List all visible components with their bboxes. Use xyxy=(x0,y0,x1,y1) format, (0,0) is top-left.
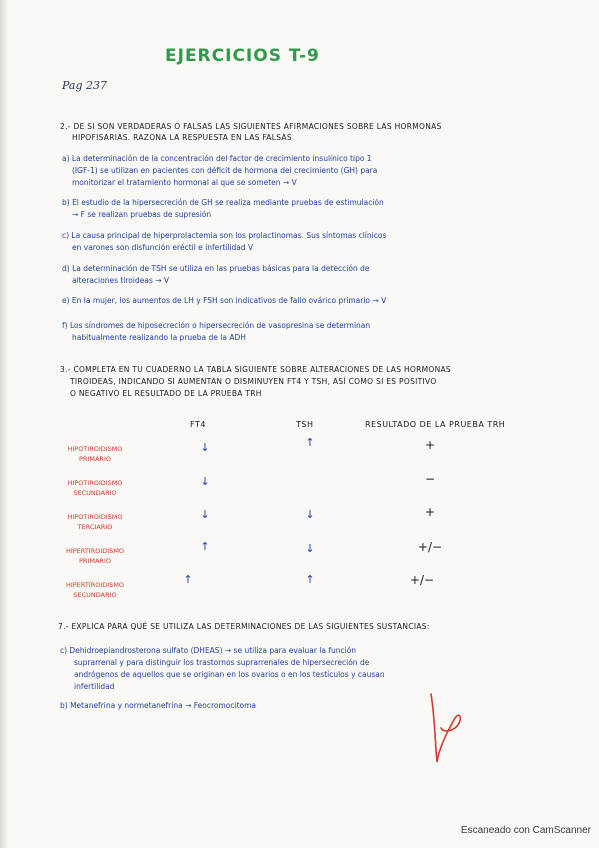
table-cell-ft4: ↓ xyxy=(200,508,210,521)
scanner-watermark: Escaneado con CamScanner xyxy=(460,825,591,836)
row-label-line-2: PRIMARIO xyxy=(79,455,111,463)
q3-heading-line-3: O NEGATIVO EL RESULTADO DE LA PRUEBA TRH xyxy=(70,389,262,398)
q2-item-d-line-1: d) La determinación de TSH se utiliza en las pruebas básicas para la detección de xyxy=(62,264,370,273)
row-label-line-1: HIPOTIROIDISMO xyxy=(67,445,123,453)
row-label-line-1: HIPERTIROIDISMO xyxy=(65,581,125,589)
q7-item-b-line-1: b) Metanefrina y normetanefrina → Feocromocitoma xyxy=(60,701,257,710)
q2-item-a-line-1: a) La determinación de la concentración del factor de crecimiento insulínico tipo 1 xyxy=(62,154,372,163)
table-cell-ft4: ↑ xyxy=(200,540,210,553)
q7-item-c-line-4: infertilidad xyxy=(74,682,115,691)
table-row-label xyxy=(50,444,140,464)
table-row-label xyxy=(50,580,140,600)
table-cell-ft4: ↓ xyxy=(200,475,210,488)
paper-shadow-edge xyxy=(0,0,8,848)
table-cell-trh: + xyxy=(424,505,436,519)
q7-item-c-line-2: suprarrenal y para distinguir los trastornos suprarrenales de hipersecreción de xyxy=(74,658,370,667)
q2-item-d-line-2: alteraciones tiroideas → V xyxy=(72,276,170,285)
q2-item-f-line-1: f) Los síndromes de hiposecreción o hipersecreción de vasopresina se determinan xyxy=(62,321,371,330)
table-header-ft4: FT4 xyxy=(190,420,206,429)
q2-item-e-line-1: e) En la mujer, los aumentos de LH y FSH son indicativos de fallo ovárico primario → V xyxy=(62,296,387,305)
q2-item-f-line-2: habitualmente realizando la prueba de la ADH xyxy=(72,333,246,342)
table-cell-ft4: ↓ xyxy=(200,441,210,454)
q2-item-c-line-1: c) La causa principal de hiperprolactemia son los prolactinomas. Sus síntomas clínicos xyxy=(62,231,387,240)
page-title: EJERCICIOS T-9 xyxy=(165,46,320,66)
table-cell-trh: +/− xyxy=(409,573,435,587)
row-label-line-1: HIPOTIROIDISMO xyxy=(67,479,123,487)
table-cell-tsh: ↓ xyxy=(305,508,315,521)
q7-item-c-line-1: c) Dehidroepiandrosterona sulfato (DHEAS) → se utiliza para evaluar la función xyxy=(60,646,357,655)
q2-heading-line-1: 2.- DE SI SON VERDADERAS O FALSAS LAS SIGUIENTES AFIRMACIONES SOBRE LAS HORMONAS xyxy=(60,122,442,131)
table-cell-trh: +/− xyxy=(417,540,443,554)
table-row-label xyxy=(50,546,140,566)
row-label-line-1: HIPERTIROIDISMO xyxy=(65,547,125,555)
row-label-line-2: PRIMARIO xyxy=(79,557,111,565)
q7-item-c-line-3: andrógenos de aquellos que se originan en los ovarios o en los testículos y causan xyxy=(74,670,385,679)
row-label-line-2: SECUNDARIO xyxy=(73,489,117,497)
q3-heading-line-2: TIROIDEAS, INDICANDO SI AUMENTAN O DISMINUYEN FT4 Y TSH, ASÍ COMO SI ES POSITIVO xyxy=(70,377,437,386)
q2-item-a-line-2: (IGF-1) se utilizan en pacientes con déficit de hormona del crecimiento (GH) para xyxy=(72,166,378,175)
q2-item-b-line-1: b) El estudio de la hipersecreción de GH se realiza mediante pruebas de estimulación xyxy=(62,198,384,207)
table-cell-trh: + xyxy=(424,438,436,452)
table-cell-tsh: ↑ xyxy=(305,436,315,449)
row-label-line-2: TERCIARIO xyxy=(77,523,113,531)
table-row-label xyxy=(50,512,140,532)
q7-heading-line-1: 7.- EXPLICA PARA QUÉ SE UTILIZA LAS DETERMINACIONES DE LAS SIGUIENTES SUSTANCIAS: xyxy=(58,622,430,631)
table-header-tsh: TSH xyxy=(296,420,314,429)
row-label-line-2: SECUNDARIO xyxy=(73,591,117,599)
table-row-label xyxy=(50,478,140,498)
table-cell-ft4: ↑ xyxy=(183,573,193,586)
q2-heading-line-2: HIPOFISARIAS. RAZONA LA RESPUESTA EN LAS FALSAS xyxy=(72,133,292,142)
table-cell-trh: − xyxy=(424,472,436,486)
table-cell-tsh: ↓ xyxy=(305,542,315,555)
q2-item-a-line-3: monitorizar el tratamiento hormonal al que se someten → V xyxy=(72,178,297,187)
page-reference: Pag 237 xyxy=(62,79,107,92)
q2-item-b-line-2: → F se realizan pruebas de supresión xyxy=(72,210,212,219)
q2-item-c-line-2: en varones son disfunción eréctil e infertilidad V xyxy=(72,243,254,252)
red-grade-mark-icon xyxy=(425,688,470,768)
q3-heading-line-1: 3.- COMPLETA EN TU CUADERNO LA TABLA SIGUIENTE SOBRE ALTERACIONES DE LAS HORMONAS xyxy=(60,365,451,374)
table-cell-tsh: ↑ xyxy=(305,573,315,586)
row-label-line-1: HIPOTIROIDISMO xyxy=(67,513,123,521)
table-header-trh: RESULTADO DE LA PRUEBA TRH xyxy=(365,420,506,429)
